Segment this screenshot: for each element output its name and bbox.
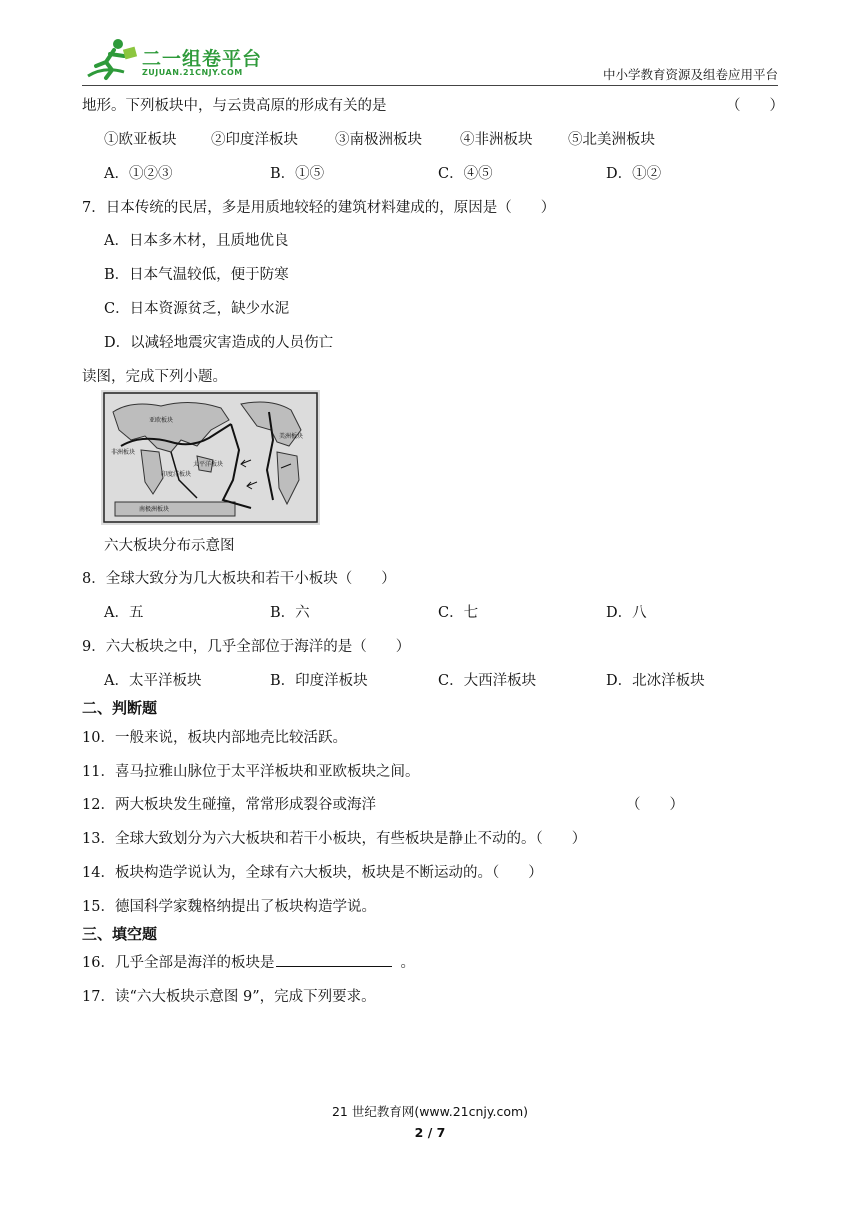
- header-platform-name: 中小学教育资源及组卷应用平台: [602, 67, 778, 82]
- world-plates-map-icon: [101, 390, 320, 525]
- footer-page-number: 2 / 7: [414, 1125, 446, 1140]
- q13: 13．全球大致划分为六大板块和若干小板块，有些板块是静止不动的。（ ）: [82, 831, 587, 847]
- q16-answer-blank[interactable]: [276, 952, 392, 967]
- q7-option-c: C．日本资源贫乏，缺少水泥: [104, 301, 290, 317]
- q14: 14．板块构造学说认为，全球有六大板块，板块是不断运动的。（ ）: [82, 865, 543, 881]
- q7-option-a: A．日本多木材，且质地优良: [104, 233, 289, 249]
- q16-period: 。: [400, 955, 415, 971]
- q6-option-a: A．①②③: [104, 166, 173, 182]
- q12: 12．两大板块发生碰撞，常常形成裂谷或海洋: [82, 797, 376, 813]
- q8-option-d: D．八: [606, 605, 647, 621]
- plate-map-image: [101, 390, 320, 525]
- q7-stem: 7．日本传统的民居，多是用质地较轻的建筑材料建成的，原因是（ ）: [82, 200, 556, 216]
- q8-option-b: B．六: [270, 605, 310, 621]
- q8-stem: 8．全球大致分为几大板块和若干小板块（ ）: [82, 571, 396, 587]
- q6-item-1: ①欧亚板块: [104, 132, 177, 148]
- q9-option-a: A．太平洋板块: [104, 673, 202, 689]
- map-label-pacific: 太平洋板块: [193, 461, 224, 468]
- q10: 10．一般来说，板块内部地壳比较活跃。: [82, 730, 347, 746]
- map-label-american: 美洲板块: [279, 433, 304, 440]
- q11: 11．喜马拉雅山脉位于太平洋板块和亚欧板块之间。: [82, 764, 420, 780]
- footer-site: 21 世纪教育网(www.21cnjy.com): [331, 1104, 529, 1119]
- q6-item-3: ③南极洲板块: [335, 132, 422, 148]
- map-label-eurasian: 亚欧板块: [149, 417, 174, 424]
- q6-option-d: D．①②: [606, 166, 662, 182]
- q6-item-5: ⑤北美洲板块: [568, 132, 655, 148]
- q6-item-4: ④非洲板块: [460, 132, 533, 148]
- q16-stem: 16．几乎全部是海洋的板块是: [82, 955, 275, 971]
- q9-option-b: B．印度洋板块: [270, 673, 368, 689]
- q9-stem: 9．六大板块之中，几乎全部位于海洋的是（ ）: [82, 639, 411, 655]
- q7-option-d: D．以减轻地震灾害造成的人员伤亡: [104, 335, 334, 351]
- read-map-instruction: 读图，完成下列小题。: [82, 369, 227, 385]
- site-logo: 二一组卷平台 ZUJUAN.21CNJY.COM: [84, 36, 274, 82]
- map-label-antarctic: 南极洲板块: [139, 506, 170, 513]
- q8-option-c: C．七: [438, 605, 479, 621]
- map-label-african: 非洲板块: [111, 449, 136, 456]
- q6-answer-paren: （ ）: [726, 98, 784, 114]
- map-label-indian: 印度洋板块: [161, 471, 192, 478]
- q15: 15．德国科学家魏格纳提出了板块构造学说。: [82, 899, 376, 915]
- q8-option-a: A．五: [104, 605, 144, 621]
- q17: 17．读“六大板块示意图 9”，完成下列要求。: [82, 989, 376, 1005]
- section-fill-heading: 三、填空题: [82, 925, 158, 943]
- q7-option-b: B．日本气温较低，便于防寒: [104, 267, 289, 283]
- q12-answer-paren: （ ）: [626, 797, 684, 813]
- header-divider: [82, 85, 778, 86]
- runner-logo-icon: [84, 36, 140, 82]
- section-judge-heading: 二、判断题: [82, 699, 158, 717]
- q6-item-2: ②印度洋板块: [211, 132, 298, 148]
- q9-option-d: D．北冰洋板块: [606, 673, 705, 689]
- map-caption: 六大板块分布示意图: [104, 538, 235, 554]
- q6-stem: 地形。下列板块中，与云贵高原的形成有关的是: [82, 98, 387, 114]
- q9-option-c: C．大西洋板块: [438, 673, 537, 689]
- q6-option-c: C．④⑤: [438, 166, 493, 182]
- q16: [82, 951, 415, 972]
- q6-option-b: B．①⑤: [270, 166, 325, 182]
